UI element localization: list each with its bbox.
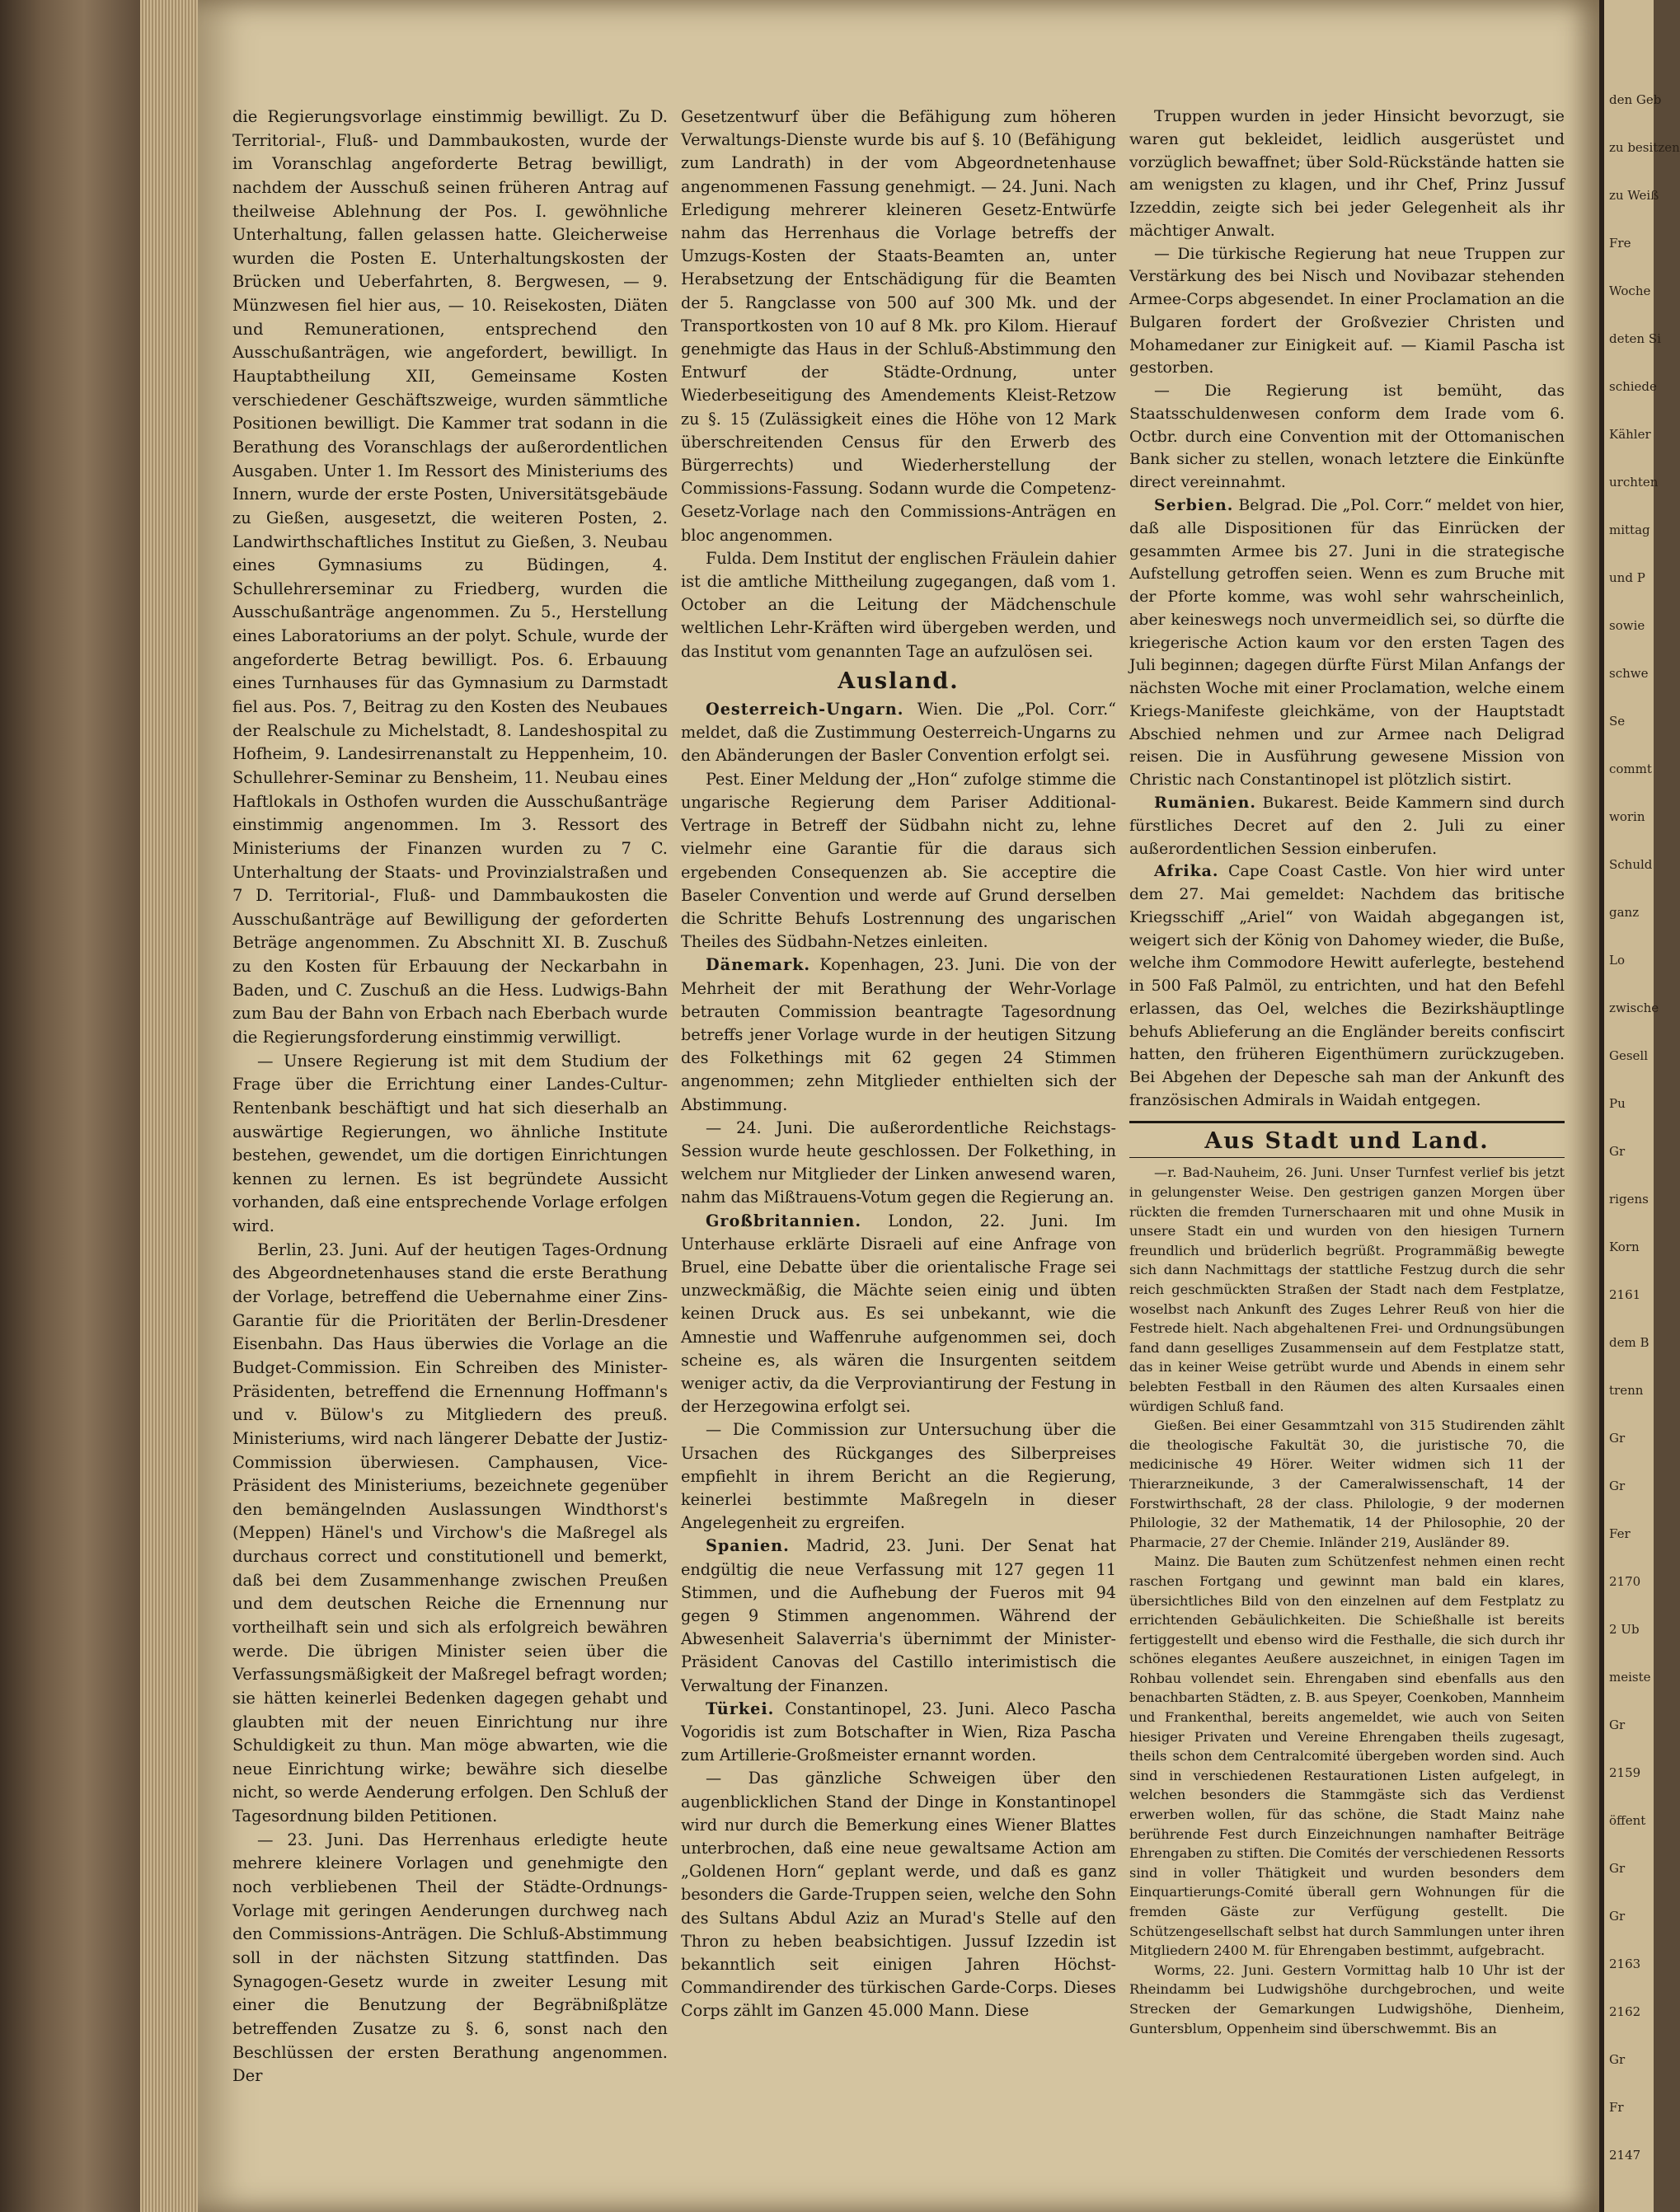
country-heading: Afrika. bbox=[1154, 862, 1219, 881]
strip-fragment: den Geb bbox=[1609, 92, 1662, 107]
news-item bbox=[1129, 494, 1565, 792]
news-item bbox=[681, 1535, 1116, 1697]
local-news-item: Gießen. Bei einer Gesammtzahl von 315 Studirenden zählt die theologische Fakultät 30, die juristische 70, die medicinische 49 Hörer. Weiter widmen sich 11 der Thierarzneikunde, 3 der Cameralwissenschaft, 14 der Forstwirthschaft, 28 der class. Philologie, 9 der modernen Philologie, 32 der Mathematik, 14 der Philosophie, 20 der Pharmacie, 27 der Chemie. Inländer 219, Ausländer 89. bbox=[1129, 1418, 1565, 1550]
news-text: Pest. Einer Meldung der „Hon“ zufolge stimme die ungarische Regierung dem Pariser Additional-Vertrage in Betreff der Südbahn nicht zu, lehne vielmehr eine Garantie für die daraus sich ergebenden Consequenzen ab. Sie acceptire die Baseler Convention und werde auf Grund derselben die Schritte Behufs Lostrennung des ungarischen Theiles des Südbahn-Netzes einleiten. bbox=[681, 769, 1116, 952]
news-text: — Das gänzliche Schweigen über den augenblicklichen Stand der Dinge in Konstantinopel wird nur durch die Bemerkung eines Wiener Blattes unterbrochen, daß eine neue gewaltsame Action am „Goldenen Horn“ geplant werde, und daß es ganz besonders die Garde-Truppen seien, welche den Sohn des Sultans Abdul Aziz an Murad's Stelle auf den Thron zu heben beabsichtigen. Jussuf Izzedin ist bekanntlich seit einigen Jahren Höchst-Commandirender des türkischen Garde-Corps. Dieses Corps zählt im Ganzen 45.000 Mann. Diese bbox=[681, 1769, 1116, 2021]
strip-fragment: mittag bbox=[1609, 523, 1650, 537]
news-item bbox=[1129, 105, 1565, 243]
news-item bbox=[681, 1418, 1116, 1535]
news-text: Belgrad. Die „Pol. Corr.“ meldet von hier, daß alle Dispositionen für das Einrücken der gesammten Armee bis 27. Juni in die strategische Aufstellung getroffen seien. Wenn es zum Bruche mit der Pforte komme, was wohl sehr wahrscheinlich, aber keineswegs noch unvermeidlich sei, so dürfte die kriegerische Action kaum vor den ersten Tagen des Juli beginnen; dagegen dürfte Fürst Milan Anfangs der nächsten Woche mit einer Proclamation, welche einem Kriegs-Manifeste gleichkäme, von der Hauptstadt Abschied nehmen und zur Armee nach Deligrad reisen. Die in Ausführung gewesene Mission von Christic nach Constantinopel ist plötzlich sistirt. bbox=[1129, 496, 1565, 790]
news-text: — Die Commission zur Untersuchung über die Ursachen des Rückganges des Silberpreises empfiehlt in ihrem Bericht an die Regierung, keinerlei bestimmte Maßregeln in dieser Angelegenheit zu ergreifen. bbox=[681, 1420, 1116, 1533]
strip-fragment: Gr bbox=[1609, 1144, 1626, 1159]
strip-fragment: 2170 bbox=[1609, 1574, 1641, 1589]
strip-fragment: urchten bbox=[1609, 475, 1659, 490]
news-text: Bukarest. Beide Kammern sind durch fürstliches Decret auf den 2. Juli zu einer außerordentlichen Session einberufen. bbox=[1129, 793, 1565, 858]
strip-fragment: 2147 bbox=[1609, 2148, 1641, 2163]
news-text: Truppen wurden in jeder Hinsicht bevorzugt, sie waren gut bekleidet, leidlich ausgerüstet und vorzüglich bewaffnet; über Sold-Rückstände hatten sie am wenigsten zu klagen, und ihr Chef, Prinz Jussuf Izzeddin, zeigte sich bei jeder Gelegenheit als ihr mächtiger Anwalt. bbox=[1129, 107, 1565, 240]
news-item bbox=[1129, 243, 1565, 381]
news-text: — 24. Juni. Die außerordentliche Reichstags-Session wurde heute geschlossen. Der Folkething, in welchem nur Mitglieder der Linken anwesend waren, nahm das Mißtrauens-Votum gegen die Regierung an. bbox=[681, 1118, 1116, 1207]
strip-fragment: Gr bbox=[1609, 1861, 1626, 1876]
paragraph: die Regierungsvorlage einstimmig bewilligt. Zu D. Territorial-, Fluß- und Dammbaukosten, wurde der im Voranschlag angeforderte Betrag bewilligt, nachdem der Ausschuß seinen früheren Antrag auf theilweise Ablehnung der Pos. I. gewöhnliche Unterhaltung, fallen gelassen hatte. Gleicherweise wurden die Posten E. Unterhaltungskosten der Brücken und Ueberfahrten, 8. Bergwesen, — 9. Münzwesen fiel hier aus, — 10. Reisekosten, Diäten und Remunerationen, entsprechend den Ausschußanträgen, wie angefordert, bewilligt. In Hauptabtheilung XII, Gemeinsame Kosten verschiedener Geschäftszweige, wurden sämmtliche Positionen bewilligt. Die Kammer trat sodann in die Berathung des Voranschlags der außerordentlichen Ausgaben. Unter 1. Im Ressort des Ministeriums des Innern, wurde der erste Posten, Universitätsgebäude zu Gießen, ausgesetzt, die weiteren Posten, 2. Landwirthschaftliches Institut zu Gießen, 3. Neubau eines Gymnasiums zu Büdingen, 4. Schullehrerseminar zu Friedberg, wurden die Ausschußanträge angenommen. Zu 5., Herstellung eines Laboratoriums an der polyt. Schule, wurde der angeforderte Betrag bewilligt. Pos. 6. Erbauung eines Turnhauses für das Gymnasium zu Darmstadt fiel aus. Pos. 7, Beitrag zu den Kosten des Neubaues der Realschule zu Michelstadt, 8. Landeshospital zu Hofheim, 9. Landesirrenanstalt zu Heppenheim, 10. Schullehrer-Seminar zu Bensheim, 11. Neubau eines Haftlokals in Osthofen wurden die Ausschußanträge einstimmig angenommen. Im 3. Ressort des Ministeriums der Finanzen wurden zu 7 C. Unterhaltung der Staats- und Provinzialstraßen und 7 D. Territorial-, Fluß- und Dammbaukosten die Ausschußanträge auf Bewilligung der geforderten Beträge angenommen. Zu Abschnitt XI. B. Zuschuß zu den Kosten für Erbauung der Neckarbahn in Baden, und C. Zuschuß an die Hess. Ludwigs-Bahn zum Bau der Bahn von Erbach nach Eberbach wurde die Regierungsforderung einstimmig verwilligt. bbox=[232, 107, 668, 1047]
paragraph: Fulda. Dem Institut der englischen Fräulein dahier ist die amtliche Mittheilung zugegangen, daß vom 1. October an die Leitung der Mädchenschule weltlichen Lehr-Kräften wird übergeben werden, und das Institut vom genannten Tage an aufzulösen sei. bbox=[681, 548, 1116, 661]
strip-fragment: zu besitzen bbox=[1609, 140, 1680, 155]
country-heading: Rumänien. bbox=[1154, 793, 1256, 812]
section-rule bbox=[1129, 1121, 1565, 1123]
strip-fragment: Gr bbox=[1609, 2052, 1626, 2067]
strip-fragment: deten Si bbox=[1609, 331, 1661, 346]
strip-fragment: 2161 bbox=[1609, 1287, 1641, 1302]
strip-fragment: Lo bbox=[1609, 953, 1625, 968]
column-2 bbox=[681, 105, 1116, 2023]
strip-fragment: öffent bbox=[1609, 1813, 1646, 1828]
strip-fragment: Woche bbox=[1609, 284, 1651, 298]
country-heading: Spanien. bbox=[706, 1536, 790, 1556]
strip-fragment: trenn bbox=[1609, 1383, 1644, 1398]
column-1 bbox=[232, 105, 668, 2088]
foreign-news bbox=[681, 698, 1116, 2023]
strip-fragment: Schuld bbox=[1609, 857, 1653, 872]
country-heading: Großbritannien. bbox=[706, 1211, 862, 1230]
book-binding bbox=[0, 0, 140, 2212]
strip-fragment: 2159 bbox=[1609, 1765, 1641, 1780]
news-text: London, 22. Juni. Im Unterhause erklärte Disraeli auf eine Anfrage von Bruel, eine Debatte über die orientalische Frage sei unzweckmäßig, die Mächte seien einig und übten keinen Druck aus. Es sei unbekannt, wie die Amnestie und Waffenruhe aufgenommen sei, doch scheine es, als wären die Insurgenten seitdem weniger activ, da die Verproviantirung der Festung in der Herzegowina erfolgt sei. bbox=[681, 1211, 1116, 1417]
page-stack-edge bbox=[140, 0, 198, 2212]
strip-fragment: Kähler bbox=[1609, 427, 1651, 442]
section-heading-ausland: Ausland. bbox=[838, 668, 960, 694]
news-item bbox=[681, 1698, 1116, 1768]
country-heading: Oesterreich-Ungarn. bbox=[706, 700, 904, 719]
news-text: — Die türkische Regierung hat neue Truppen zur Verstärkung des bei Nisch und Novibazar stehenden Armee-Corps abgesendet. In einer Proclamation an die Bulgaren fordert der Großvezier Christen und Mohamedaner zur Einigkeit auf. — Kiamil Pascha ist gestorben. bbox=[1129, 244, 1565, 377]
news-item bbox=[681, 768, 1116, 954]
strip-fragment: dem B bbox=[1609, 1335, 1649, 1350]
strip-fragment: Gr bbox=[1609, 1479, 1626, 1493]
news-text: Kopenhagen, 23. Juni. Die von der Mehrheit der mit Berathung der Wehr-Vorlage betrauten Commission beantragte Tagesordnung betreffs jener Vorlage wurde in der heutigen Sitzung des Folkethings mit 62 gegen 24 Stimmen angenommen; zehn Mitglieder enthielten sich der Abstimmung. bbox=[681, 955, 1116, 1114]
strip-fragment: Fre bbox=[1609, 236, 1631, 251]
news-text: Madrid, 23. Juni. Der Senat hat endgültig die neue Verfassung mit 127 gegen 11 Stimmen, und die Aufhebung der Fueros mit 94 gegen 9 Stimmen angenommen. Während der Abwesenheit Salaverria's übernimmt der Minister-Präsident Canovas del Castillo interimistisch die Verwaltung der Finanzen. bbox=[681, 1536, 1116, 1695]
country-heading: Dänemark. bbox=[706, 955, 811, 975]
strip-fragment: sowie bbox=[1609, 618, 1645, 633]
strip-fragment: meiste bbox=[1609, 1670, 1651, 1685]
strip-fragment: rigens bbox=[1609, 1192, 1649, 1207]
paragraph: — Unsere Regierung ist mit dem Studium der Frage über die Errichtung einer Landes-Cultur-Rentenbank beschäftigt und hat sich dieserhalb an auswärtige Regierungen, wo ähnliche Institute bestehen, gewendet, um die dortigen Einrichtungen kennen zu lernen. Es ist begründete Aussicht vorhanden, daß eine entsprechende Vorlage erfolgen wird. bbox=[232, 1051, 668, 1236]
foreign-news-continued bbox=[1129, 105, 1565, 1113]
news-item bbox=[681, 1210, 1116, 1419]
local-news-item: Mainz. Die Bauten zum Schützenfest nehmen einen recht raschen Fortgang und gewinnt man bald ein klares, übersichtliches Bild von den einzelnen auf dem Festplatz zu errichtenden Gebäulichkeiten. Die Schießhalle ist bereits fertiggestellt und ebenso wird die Festhalle, die sich durch ihr schönes elegantes Aeußere auszeichnet, in einigen Tagen im Rohbau vollendet sein. Ehrengaben sind ebenfalls aus den benachbarten Städten, z. B. aus Speyer, Coenkoben, Mannheim und Frankenthal, bereits angemeldet, wie auch von Seiten hiesiger Privaten und Vereine Ehrengaben theils zugesagt, theils schon dem Centralcomité übergeben worden sind. Auch sind in verschiedenen Restaurationen Listen aufgelegt, in welchen besonders die Stammgäste sich das Verdienst erwerben wollen, für das schöne, die Stadt Mainz nahe berührende Fest durch Einzeichnungen namhafter Beiträge Ehrengaben zu stiften. Die Comités der verschiedenen Ressorts sind in voller Thätigkeit und wurden besonders dem Einquartierungs-Comité überall gern Wohnungen für die fremden Gäste zur Verfügung gestellt. Die Schützengesellschaft selbst hat durch Sammlungen unter ihren Mitgliedern 2400 M. für Ehrengaben bestimmt, aufgebracht. bbox=[1129, 1554, 1565, 1959]
strip-fragment: Gr bbox=[1609, 1718, 1626, 1732]
news-item bbox=[1129, 792, 1565, 860]
strip-fragment: Gr bbox=[1609, 1909, 1626, 1924]
strip-fragment: commt bbox=[1609, 762, 1652, 776]
paragraph: — 23. Juni. Das Herrenhaus erledigte heute mehrere kleinere Vorlagen und genehmigte den noch verbliebenen Theil der Städte-Ordnungs-Vorlage mit geringen Aenderungen durchweg nach den Commissions-Anträgen. Die Schluß-Abstimmung soll in der nächsten Sitzung stattfinden. Das Synagogen-Gesetz wurde in zweiter Lesung mit einer die Benutzung der Begräbnißplätze betreffenden Zusatze zu §. 6, sonst nach den Beschlüssen der ersten Berathung angenommen. Der bbox=[232, 1830, 668, 2086]
local-news-item: —r. Bad-Nauheim, 26. Juni. Unser Turnfest verlief bis jetzt in gelungenster Weise. Den gestrigen ganzen Morgen über rückten die fremden Turnerschaaren mit und ohne Musik in unsere Stadt ein und wurden von den hiesigen Turnern freundlich und brüderlich begrüßt. Programmäßig bewegte sich dann Nachmittags der stattliche Festzug durch die sehr reich geschmückten Straßen der Stadt nach dem Festplatze, woselbst nach Ankunft des Zuges Lehrer Reuß von hier die Festrede hielt. Nach abgehaltenen Frei- und Ordnungsübungen fand dann geselliges Zusammensein auf dem Festplatze statt, das in keiner Weise getrübt wurde und Abends in einem sehr belebten Festball in den Räumen des alten Kursaales einen würdigen Schluß fand. bbox=[1129, 1165, 1565, 1414]
strip-fragment: Fr bbox=[1609, 2100, 1624, 2115]
strip-fragment: zwische bbox=[1609, 1001, 1659, 1015]
strip-fragment: Korn bbox=[1609, 1240, 1640, 1254]
paragraph: Berlin, 23. Juni. Auf der heutigen Tages-Ordnung des Abgeordnetenhauses stand die erste Berathung der Vorlage, betreffend die Uebernahme einer Zins-Garantie für die Prioritäten der Berlin-Dresdener Eisenbahn. Das Haus überwies die Vorlage an die Budget-Commission. Ein Schreiben des Minister-Präsidenten, betreffend die Ernennung Hoffmann's und v. Bülow's zu Mitgliedern des preuß. Ministeriums, wird nach längerer Debatte der Justiz-Commission überwiesen. Camphausen, Vice-Präsident des Ministeriums, bezeichnete gegenüber den bemängelnden Auslassungen Windthorst's (Meppen) Hänel's und Virchow's die Maßregel als durchaus correct und constitutionell und bemerkt, daß bei dem Zusammenhange zwischen Preußen und dem deutschen Reiche die Ernennung nur vortheilhaft sein und sich als erfolgreich bewähren werde. Die übrigen Minister seien über die Verfassungsmäßigkeit der Maßregel befragt worden; sie hätten keinerlei Bedenken dagegen gehabt und glaubten mit der neuen Einrichtung nur ihre Schuldigkeit zu thun. Man möge abwarten, wie die neue Einrichtung wirke; bewähre sich dieselbe nicht, so werde Aenderung erfolgen. Den Schluß der Tagesordnung bilden Petitionen. bbox=[232, 1240, 668, 1826]
local-news-item: Worms, 22. Juni. Gestern Vormittag halb 10 Uhr ist der Rheindamm bei Ludwigshöhe durchgebrochen, und weite Strecken der Gemarkungen Ludwigshöhe, Dienheim, Guntersblum, Oppenheim sind überschwemmt. Bis an bbox=[1129, 1961, 1565, 2036]
news-text: Wien. Die „Pol. Corr.“ meldet, daß die Zustimmung Oesterreich-Ungarns zu den Abänderungen der Basler Convention erfolgt sei. bbox=[681, 700, 1116, 766]
strip-fragment: ganz bbox=[1609, 905, 1640, 920]
news-item bbox=[681, 954, 1116, 1116]
strip-fragment: Fer bbox=[1609, 1526, 1631, 1541]
news-item bbox=[1129, 380, 1565, 494]
section-rule bbox=[1129, 1157, 1565, 1158]
paragraph: Gesetzentwurf über die Befähigung zum höheren Verwaltungs-Dienste wurde bis auf §. 10 (Befähigung zum Landrath) in der vom Abgeordnetenhause angenommenen Fassung genehmigt. — 24. Juni. Nach Erledigung mehrerer kleineren Gesetz-Entwürfe nahm das Herrenhaus die Vorlage betreffs der Umzugs-Kosten der Staats-Beamten an, unter Herabsetzung der Entschädigung für die Beamten der 5. Rangclasse von 500 auf 300 Mk. und der Transportkosten von 10 auf 8 Mk. pro Kilom. Hierauf genehmigte das Haus in der Schluß-Abstimmung den Entwurf der Städte-Ordnung, unter Wiederbeseitigung des Amendements Kleist-Retzow zu §. 15 (Zulässigkeit eines die Höhe von 12 Mark überschreitenden Census für den Erwerb des Bürgerrechts) und Wiederherstellung der Commissions-Fassung. Sodann wurde die Competenz-Gesetz-Vorlage nach den Commissions-Anträgen en bloc angenommen. bbox=[681, 107, 1116, 545]
strip-fragment: Gesell bbox=[1609, 1048, 1649, 1063]
news-text: Cape Coast Castle. Von hier wird unter dem 27. Mai gemeldet: Nachdem das britische Kriegsschiff „Ariel“ von Waidah abgegangen ist, weigert sich der König von Dahomey wieder, die Buße, welche ihm Commodore Hewitt auferlegte, bestehend in 500 Faß Palmöl, zu entrichten, und hat den Befehl erlassen, das Oel, welches die Bezirkshäuptlinge behufs Ablieferung an die Engländer bereits confiscirt hatten, den früheren Eigenthümern zurückzugeben. Bei Abgehen der Depesche sah man der Ankunft des französischen Admirals in Waidah entgegen. bbox=[1129, 862, 1565, 1109]
news-item bbox=[681, 698, 1116, 768]
news-item bbox=[681, 1117, 1116, 1210]
strip-fragment: schiede bbox=[1609, 379, 1657, 394]
strip-fragment: 2163 bbox=[1609, 1957, 1641, 1971]
strip-fragment: 2 Ub bbox=[1609, 1622, 1640, 1637]
local-news bbox=[1129, 1163, 1565, 2038]
strip-fragment: zu Weiß bbox=[1609, 188, 1659, 203]
column-3 bbox=[1129, 105, 1565, 2038]
news-item bbox=[681, 1767, 1116, 2022]
section-heading-local: Aus Stadt und Land. bbox=[1204, 1127, 1490, 1154]
strip-fragment: Pu bbox=[1609, 1096, 1626, 1111]
adjacent-page-strip bbox=[1599, 0, 1680, 2212]
strip-fragment: worin bbox=[1609, 809, 1645, 824]
news-text: — Die Regierung ist bemüht, das Staatsschuldenwesen conform dem Irade vom 6. Octbr. durch eine Convention mit der Ottomanischen Bank sicher zu stellen, wonach letztere die Einkünfte direct vereinnahmt. bbox=[1129, 382, 1565, 492]
country-heading: Türkei. bbox=[706, 1699, 775, 1718]
strip-fragment: Se bbox=[1609, 714, 1626, 729]
news-text: Constantinopel, 23. Juni. Aleco Pascha Vogoridis ist zum Botschafter in Wien, Riza Pascha zum Artillerie-Großmeister ernannt worden. bbox=[681, 1699, 1116, 1765]
strip-fragment: und P bbox=[1609, 570, 1645, 585]
strip-fragment: 2162 bbox=[1609, 2004, 1641, 2019]
strip-fragment: schwe bbox=[1609, 666, 1649, 681]
strip-fragment: Gr bbox=[1609, 1431, 1626, 1446]
country-heading: Serbien. bbox=[1154, 496, 1234, 515]
news-item bbox=[1129, 860, 1565, 1112]
